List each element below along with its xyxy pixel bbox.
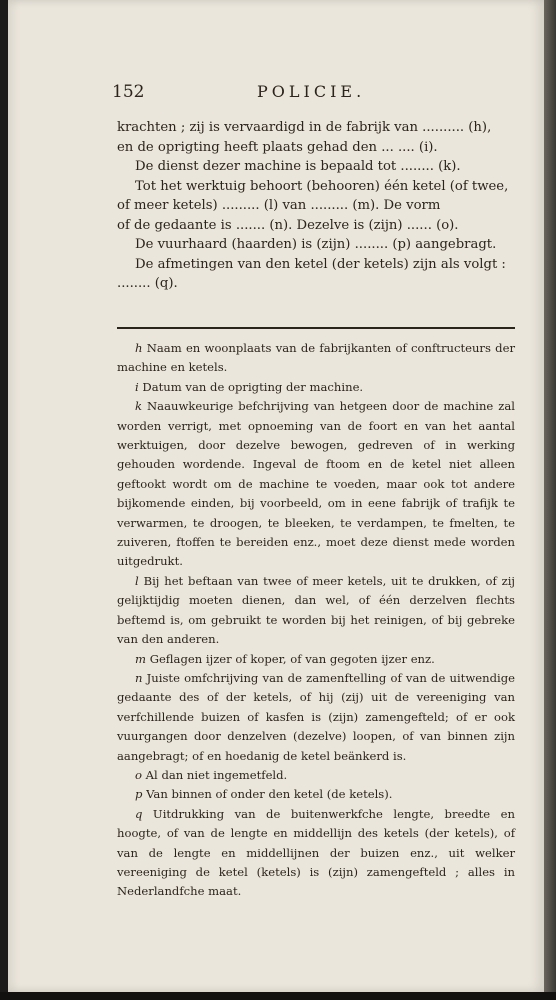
footnote-letter: h bbox=[135, 341, 143, 355]
footnote-letter: m bbox=[135, 651, 146, 666]
text-line: ........ (q). bbox=[117, 276, 178, 291]
text-line: of de gedaante is ....... (n). Dezelve is (zijn) ...... (o). bbox=[117, 217, 459, 233]
footnote bbox=[117, 766, 515, 785]
page-edge-shadow bbox=[544, 0, 556, 1000]
footnote-letter: q bbox=[135, 806, 143, 821]
footnote-text: Naam en woonplaats van de fabrijkanten of conftructeurs der machine en ketels. bbox=[117, 341, 516, 375]
text-line: Tot het werktuig behoort (behooren) één ketel (of twee, bbox=[135, 178, 509, 194]
footnote bbox=[117, 572, 515, 650]
page-number: 152 bbox=[112, 82, 145, 102]
text-line: en de oprigting heeft plaats gehad den ... .... (i). bbox=[117, 139, 438, 155]
text-line: of meer ketels) ......... (l) van ......... (m). De vorm bbox=[117, 198, 441, 213]
text-line: De vuurhaard (haarden) is (zijn) ........ (p) aangebragt. bbox=[135, 237, 497, 252]
footnote-text: Al dan niet ingemetfeld. bbox=[145, 767, 288, 782]
text-line: De dienst dezer machine is bepaald tot ........ (k). bbox=[135, 159, 461, 174]
footnotes bbox=[117, 339, 515, 902]
page-header bbox=[112, 82, 512, 106]
footnote bbox=[117, 785, 515, 804]
footnote-letter: n bbox=[135, 670, 143, 685]
footnote bbox=[117, 339, 515, 378]
footnote bbox=[117, 805, 515, 902]
footnote-text: Bij het beftaan van twee of meer ketels, uit te drukken, of zij gelijktijdig moeten dienen, dan wel, of één derzelven flechts beftemd is, om gebruikt te worden bij het reinigen, of bij gebreke van den anderen. bbox=[117, 573, 515, 647]
footnote bbox=[117, 669, 515, 766]
footnote-letter: p bbox=[135, 787, 143, 802]
footnote bbox=[117, 650, 515, 669]
footnote-text: Naauwkeurige befchrijving van hetgeen door de machine zal worden verrigt, met opnoeming van de foort en van het aantal werktuigen, door dezelve bewogen, gedreven of in werking gehouden wordende. Ingeval de ftoom en de ketel niet alleen geftookt wordt om de machine te voeden, maar ook tot andere bijkomende einden, bij voorbeeld, om in eene fabrijk of trafijk te verwarmen, te droogen, te bleeken, te verdampen, te fmelten, te zuiveren, ftoffen te bereiden enz., moet deze dienst mede worden uitgedrukt. bbox=[117, 399, 515, 569]
running-head: POLICIE. bbox=[257, 82, 366, 101]
page-bottom-edge bbox=[0, 992, 556, 1000]
footnote-letter: i bbox=[135, 379, 139, 394]
text-line: krachten ; zij is vervaardigd in de fabrijk van .......... (h), bbox=[117, 120, 492, 135]
footnote bbox=[117, 378, 515, 397]
footnote bbox=[117, 397, 515, 572]
footnote-divider bbox=[117, 327, 515, 329]
footnote-letter: o bbox=[135, 767, 142, 782]
footnote-text: Geflagen ijzer of koper, of van gegoten ijzer enz. bbox=[149, 651, 435, 666]
main-text bbox=[117, 118, 515, 294]
text-line: De afmetingen van den ketel (der ketels) zijn als volgt : bbox=[135, 256, 506, 272]
footnote-text: Datum van de oprigting der machine. bbox=[142, 379, 364, 394]
footnote-letter: k bbox=[135, 399, 143, 414]
footnote-text: Uitdrukking van de buitenwerkfche lengte, breedte en hoogte, of van de lengte en middellijn des ketels (der ketels), of van de lengte en middellijnen der buizen enz., uit welker vereeniging de ketel (ketels) is (zijn) zamengefteld ; alles in Nederlandfche maat. bbox=[117, 806, 515, 899]
footnote-text: Van binnen of onder den ketel (de ketels). bbox=[146, 787, 393, 802]
footnote-text: Juiste omfchrijving van de zamenftelling of van de uitwendige gedaante des of der ketels, of hij (zij) uit de vereeniging van verfchillende buizen of kasfen is (zijn) zamengefteld; of er ook vuurgangen door denzelven (dezelve) loopen, of van binnen zijn aangebragt; of en hoedanig de ketel beänkerd is. bbox=[117, 670, 515, 763]
footnote-letter: l bbox=[135, 573, 139, 588]
